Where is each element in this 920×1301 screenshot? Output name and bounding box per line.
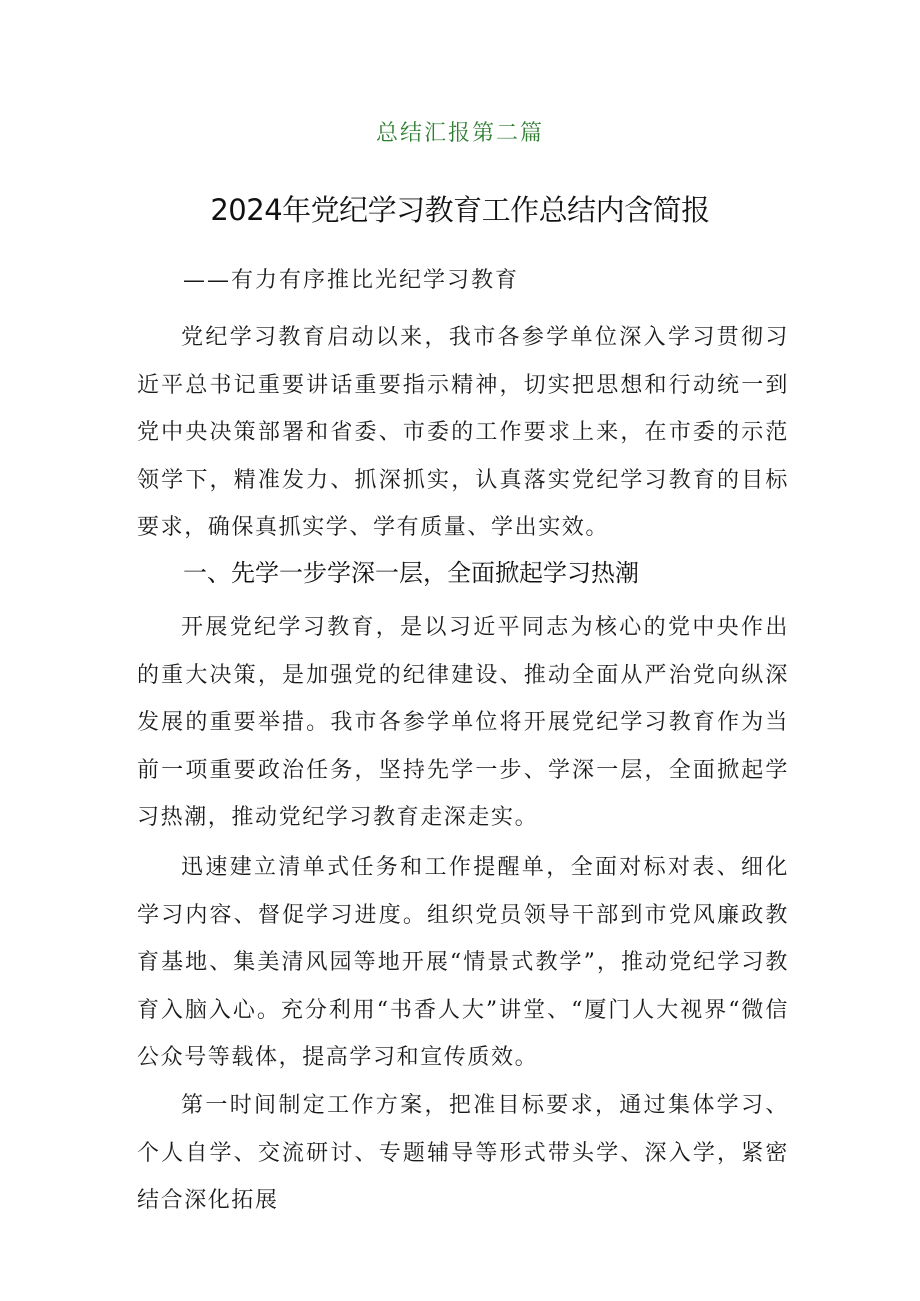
document-title: 2024年党纪学习教育工作总结内含简报: [210, 193, 710, 227]
paragraph-section-1: 开展党纪学习教育，是以习近平同志为核心的党中央作出的重大决策，是加强党的纪律建设、推动全面从严治党向纵深发展的重要举措。我市各参学单位将开展党纪学习教育作为当前一项重要政治任务，坚持先学一步、学深一层，全面掀起学习热潮，推动党纪学习教育走深走实。: [137, 615, 789, 831]
paragraph-intro: 党纪学习教育启动以来，我市各参学单位深入学习贯彻习近平总书记重要讲话重要指示精神，切实把思想和行动统一到党中央决策部署和省委、市委的工作要求上来，在市委的示范领学下，精准发力、抓深抓实，认真落实党纪学习教育的目标要求，确保真抓实学、学有质量、学出实效。: [137, 325, 789, 541]
paragraph-work-plan: 第一时间制定工作方案，把准目标要求，通过集体学习、个人自学、交流研讨、专题辅导等形式带头学、深入学，紧密结合深化拓展: [137, 1093, 789, 1214]
header-label: 总结汇报第二篇: [375, 121, 544, 146]
document-subtitle: ——有力有序推比光纪学习教育: [183, 268, 520, 293]
section-heading-1: 一、先学一步学深一层，全面掀起学习热潮: [183, 559, 639, 587]
paragraph-checklist: 迅速建立清单式任务和工作提醒单，全面对标对表、细化学习内容、督促学习进度。组织党员领导干部到市党风廉政教育基地、集美清风园等地开展“情景式教学”，推动党纪学习教育入脑入心。充分利用“书香人大”讲堂、“厦门人大视界“微信公众号等载体，提高学习和宣传质效。: [137, 855, 789, 1071]
